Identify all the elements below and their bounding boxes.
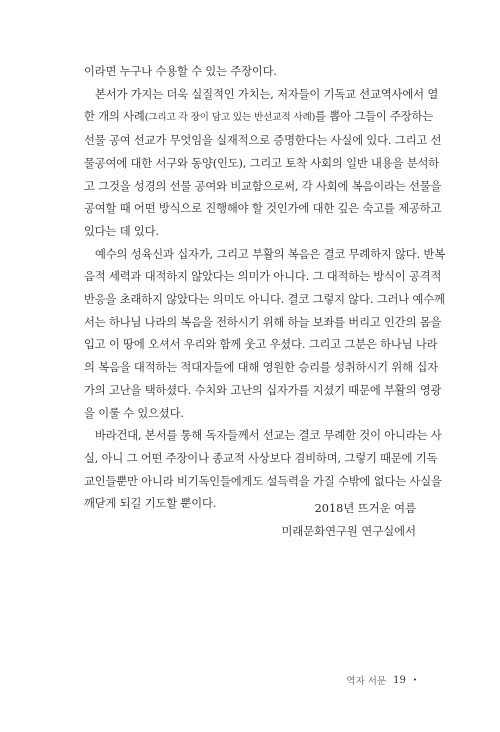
parenthetical-note: (그리고 각 장이 담고 있는 반선교적 사례) xyxy=(144,112,316,124)
text-line: 본서가 가지는 더욱 실질적인 가치는, 저자들이 기독교 선교역사에서 열 xyxy=(95,87,439,101)
text-line: 을 이룰 수 있으셨다. xyxy=(84,406,184,420)
text-line: 서는 하나님 나라의 복음을 전하시기 위해 하늘 보좌를 버리고 인간의 몸을 xyxy=(84,315,442,329)
text-line: 있다는 데 있다. xyxy=(84,224,159,238)
page-footer xyxy=(346,673,417,687)
text-line: 바라건대, 본서를 통해 독자들께서 선교는 결코 무례한 것이 아니라는 사 xyxy=(95,429,442,443)
text-line: 선물 공여 선교가 무엇임을 실재적으로 증명한다는 사실에 있다. 그리고 선 xyxy=(84,134,442,148)
bullet-icon: • xyxy=(412,676,417,684)
body-text xyxy=(84,61,445,516)
text-line: 입고 이 땅에 오셔서 우리와 함께 웃고 우셨다. 그리고 그분은 하나님 나라 xyxy=(84,338,438,352)
text-line: 고 그것을 성경의 선물 공여와 비교함으로써, 각 사회에 복음이라는 선물을 xyxy=(84,179,442,193)
text-line: 실, 아니 그 어떤 주장이나 종교적 사상보다 겸비하며, 그렇기 때문에 기독 xyxy=(84,451,438,465)
running-footer-section: 역자 서문 xyxy=(346,676,387,687)
text-line: 이라면 누구나 수용할 수 있는 주장이다. xyxy=(84,65,277,78)
text-line: 의 복음을 대적하는 적대자들에 대해 영원한 승리를 성취하시기 위해 십자 xyxy=(84,361,438,375)
text-line: 교인들뿐만 아니라 비기독인들에게도 설득력을 가질 수밖에 없다는 사실을 xyxy=(84,474,442,488)
paragraph xyxy=(84,84,442,244)
paragraph xyxy=(84,61,414,84)
page-number: 19 xyxy=(393,674,406,686)
text-line: 물공여에 대한 서구와 동양(인도), 그리고 토착 사회의 일반 내용을 분석하 xyxy=(84,156,440,170)
text-line: 반응을 초래하지 않았다는 의미도 아니다. 결코 그렇지 않다. 그러나 예수께 xyxy=(84,293,445,307)
signoff-date: 2018년 뜨거운 여름 xyxy=(314,502,416,515)
signoff-place: 미래문화연구원 연구실에서 xyxy=(281,524,416,538)
text-line: 음적 세력과 대적하지 않았다는 의미가 아니다. 그 대적하는 방식이 공격적 xyxy=(84,270,442,284)
paragraph xyxy=(84,244,445,426)
signoff xyxy=(281,498,416,543)
text-line: 가의 고난을 택하셨다. 수치와 고난의 십자가를 지셨기 때문에 부활의 영광 xyxy=(84,383,442,397)
text-line: 깨닫게 되길 기도할 뿐이다. xyxy=(84,497,217,511)
text-line: 한 개의 사례(그리고 각 장이 담고 있는 반선교적 사례)를 뽑아 그들이 주장하는 xyxy=(84,110,434,124)
text-line: 예수의 성육신과 십자가, 그리고 부활의 복음은 결코 무례하지 않다. 반복 xyxy=(95,247,445,261)
text-line: 공여할 때 어떤 방식으로 진행해야 할 것인가에 대한 깊은 숙고를 제공하고 xyxy=(84,202,442,216)
